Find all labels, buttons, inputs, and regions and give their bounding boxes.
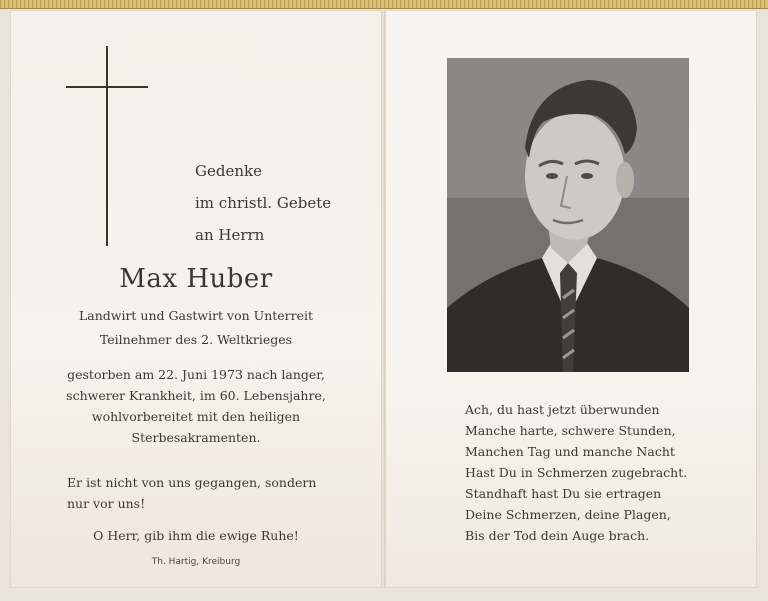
prayer-text: O Herr, gib ihm die ewige Ruhe! — [93, 528, 299, 543]
ruler-strip — [0, 0, 768, 9]
poem-line: Manchen Tag und manche Nacht — [465, 444, 675, 459]
poem-line: Standhaft hast Du sie ertragen — [465, 486, 662, 501]
death-line: wohlvorbereitet mit den heiligen — [91, 409, 301, 424]
poem-line: Hast Du in Schmerzen zugebracht. — [465, 465, 688, 480]
gone-text — [67, 472, 316, 514]
intro-text — [195, 155, 331, 251]
occupation-text: Landwirt und Gastwirt von Unterreit — [78, 308, 314, 323]
portrait-photo-illustration — [447, 58, 689, 372]
intro-line: Gedenke — [195, 162, 262, 180]
printer-credit: Th. Hartig, Kreiburg — [151, 557, 241, 567]
death-notice — [10, 364, 382, 448]
deceased-name: Max Huber — [119, 264, 273, 294]
cross-icon — [66, 46, 156, 246]
portrait-photo — [447, 58, 689, 372]
poem-text — [465, 399, 687, 546]
poem-line: Deine Schmerzen, deine Plagen, — [465, 507, 671, 522]
death-line: Sterbesakramenten. — [131, 430, 261, 445]
gone-line: nur vor uns! — [67, 496, 146, 511]
death-line: gestorben am 22. Juni 1973 nach langer, — [67, 367, 325, 382]
left-card-page — [10, 10, 382, 588]
right-card-page — [385, 10, 757, 588]
poem-line: Bis der Tod dein Auge brach. — [465, 528, 650, 543]
veteran-text: Teilnehmer des 2. Weltkrieges — [99, 332, 293, 347]
intro-line: an Herrn — [195, 226, 265, 244]
poem-line: Manche harte, schwere Stunden, — [465, 423, 676, 438]
gone-line: Er ist nicht von uns gegangen, sondern — [67, 475, 317, 490]
intro-line: im christl. Gebete — [195, 194, 332, 212]
poem-line: Ach, du hast jetzt überwunden — [465, 402, 660, 417]
death-line: schwerer Krankheit, im 60. Lebensjahre, — [66, 388, 326, 403]
